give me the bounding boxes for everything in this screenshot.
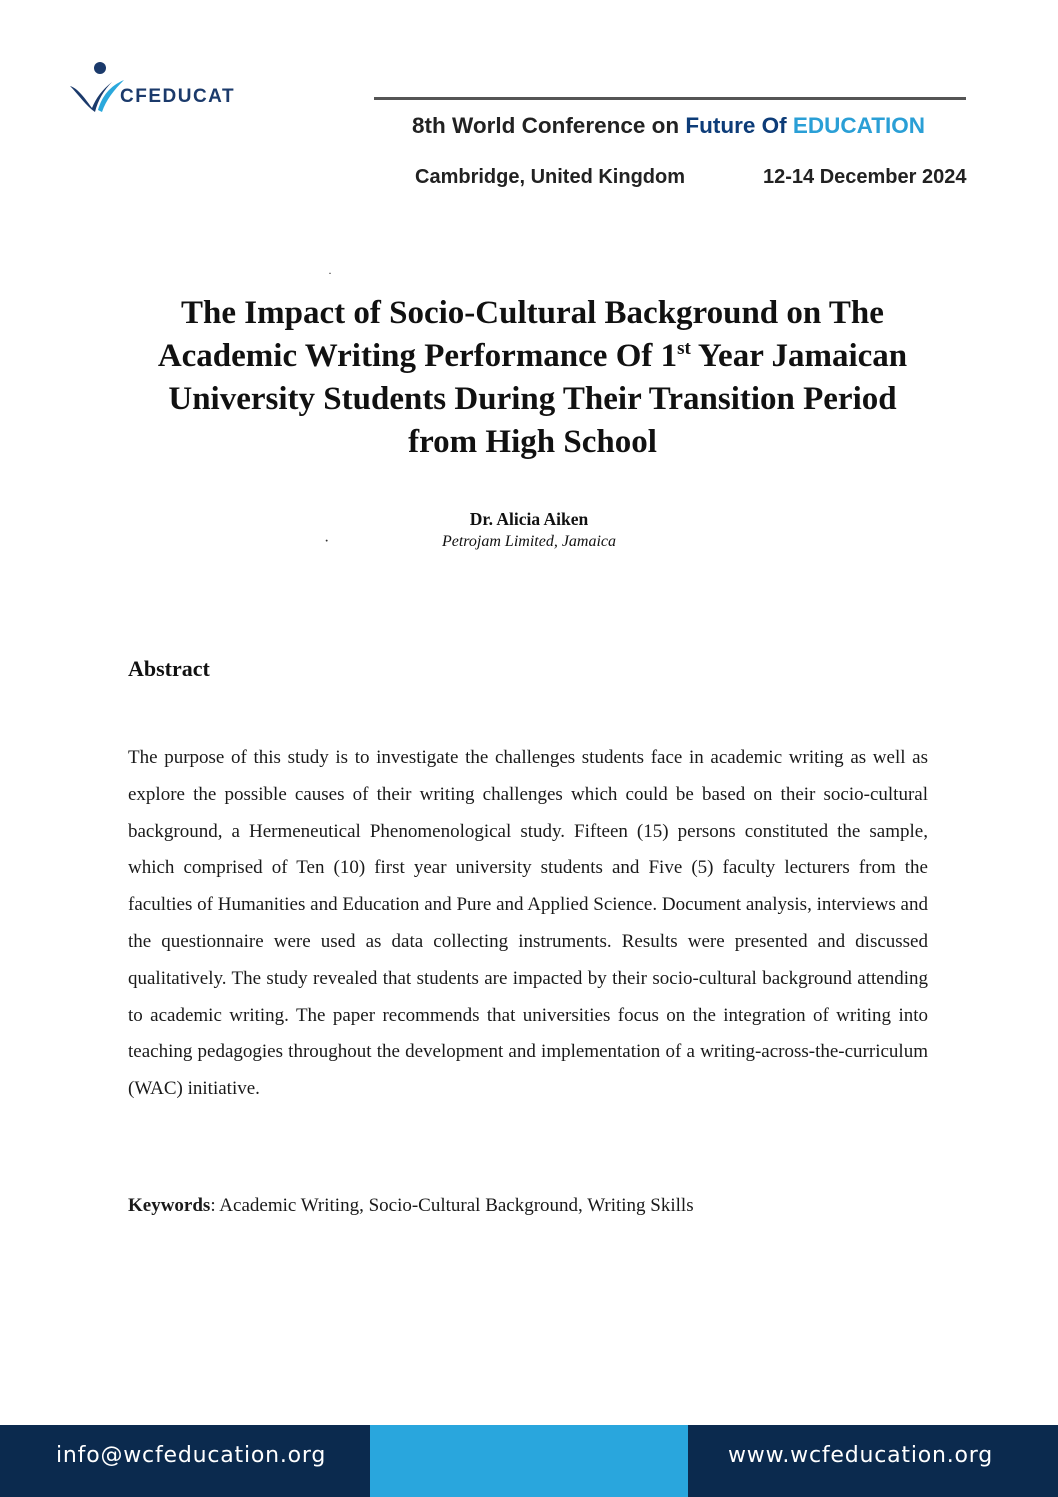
stray-dot: · — [324, 533, 330, 550]
conference-logo — [68, 60, 298, 116]
title-superscript: st — [677, 338, 691, 359]
title-part-1: The Impact of Socio-Cultural Background on The Academic Writing Performance Of 1 — [157, 295, 884, 374]
conference-title — [412, 113, 925, 139]
logo-mark-icon — [68, 60, 128, 116]
logo-text: CFEDUCAT — [120, 86, 236, 107]
abstract-heading: Abstract — [128, 656, 210, 681]
conference-education: EDUCATION — [792, 113, 925, 138]
stray-dot: · — [328, 266, 332, 280]
footer-left-panel — [0, 1425, 370, 1497]
author-name: Dr. Alicia Aiken — [469, 509, 589, 529]
abstract-body: The purpose of this study is to investigate the challenges students face in academic writing as well as explore the possible causes of their writing challenges which could be based on their socio-cultural background, a Hermeneutical Phenomenological study. Fifteen (15) persons constituted the sample, which comprised of Ten (10) first year university students and Five (5) faculty lecturers from the faculties of Humanities and Education and Pure and Applied Science. Document analysis, interviews and the questionnaire were used as data collecting instruments. Results were presented and discussed qualitatively. The study revealed that students are impacted by their socio-cultural background attending to academic writing. The paper recommends that universities focus on the integration of writing into teaching pedagogies throughout the development and implementation of a writing-across-the-curriculum (WAC) initiative. — [128, 747, 928, 1100]
conference-future: Future Of — [685, 113, 787, 138]
title-part-2: Year Jamaican University Students During Their Transition Period from High School — [168, 338, 908, 460]
header-divider — [374, 97, 966, 100]
footer-middle-panel — [370, 1425, 688, 1497]
keywords-label: Keywords — [128, 1195, 211, 1216]
conference-prefix: 8th World Conference on — [412, 113, 680, 138]
keywords-text: : Academic Writing, Socio-Cultural Background, Writing Skills — [210, 1195, 694, 1216]
footer-right-panel — [688, 1425, 1058, 1497]
conference-dates: 12-14 December 2024 — [763, 166, 967, 188]
footer-bar — [0, 1425, 1058, 1497]
author-affiliation: Petrojam Limited, Jamaica — [441, 533, 617, 550]
conference-location: Cambridge, United Kingdom — [415, 166, 685, 188]
footer-website[interactable]: www.wcfeducation.org — [728, 1443, 994, 1468]
footer-email[interactable]: info@wcfeducation.org — [56, 1443, 327, 1468]
keywords-line — [128, 1195, 694, 1217]
paper-title — [130, 292, 935, 464]
